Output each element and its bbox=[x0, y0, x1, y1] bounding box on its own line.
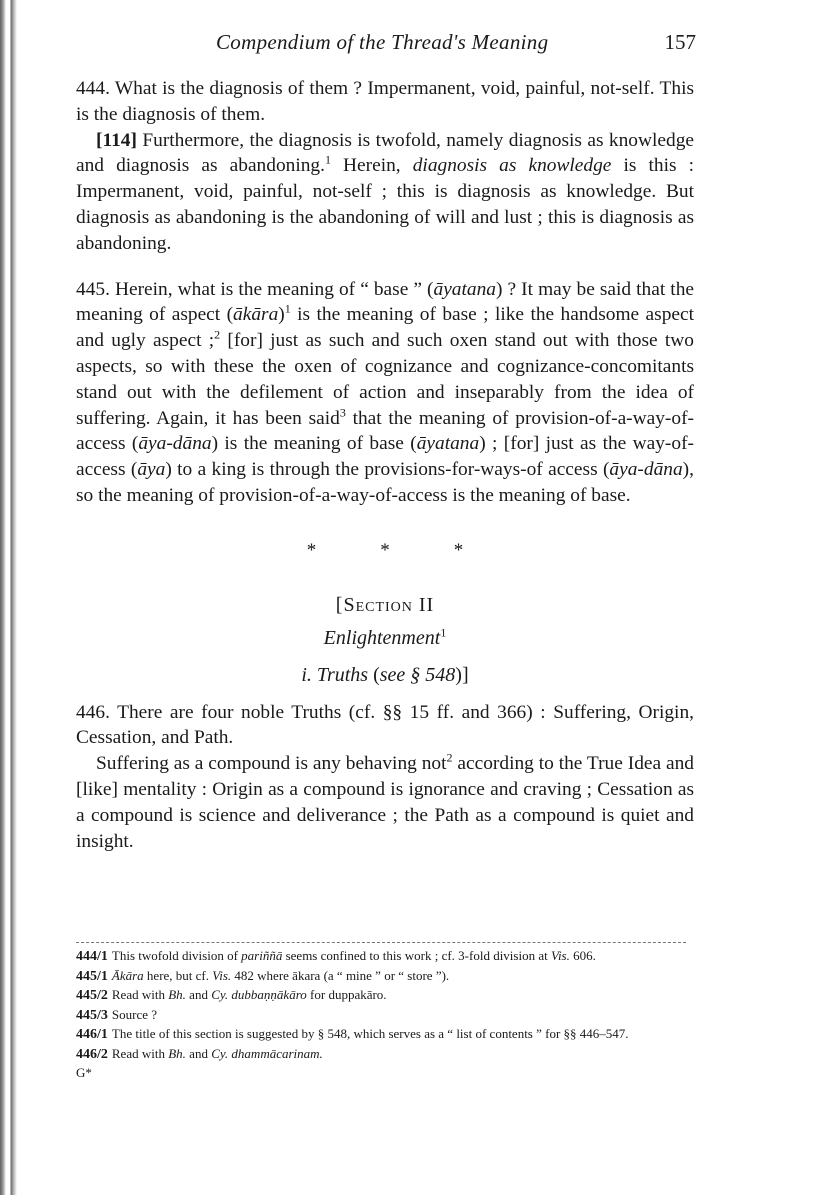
footnote: 445/3 Source ? bbox=[76, 1006, 158, 1023]
footnote-marker: 2 bbox=[446, 750, 453, 765]
page-number: 157 bbox=[664, 30, 696, 54]
book-spine-edge bbox=[0, 0, 30, 1195]
section-divider bbox=[76, 538, 694, 564]
paragraph-446-cont: Suffering as a compound is any behaving not$^2$ according to the True Idea and [like] mentality : Origin as a compound is ignorance and craving ; Cessation as a compound is science and deliverance ; the Path as a compound is quiet and insight. bbox=[76, 750, 694, 852]
running-head: Compendium of the Thread's Meaning bbox=[216, 30, 549, 54]
footnote: 446/2 Read with Bh. and Cy. dhammācarinam. bbox=[76, 1045, 323, 1062]
paragraph-114: [114] Furthermore, the diagnosis is twofold, namely diagnosis as knowledge and diagnosis as abandoning.$^1$ Herein, diagnosis as knowledge is this : Impermanent, void, painful, not-self ; this is diagnosis as knowledge. But diagnosis as abandoning is the abandoning of will and lust ; this is diagnosis as abandoning. bbox=[76, 129, 694, 254]
footnote: 445/1 Ākāra here, but cf. Vis. 482 where ākara (a “ mine ” or “ store ”). bbox=[76, 967, 450, 984]
paragraph-445: 445. Herein, what is the meaning of “ base ” (āyatana) ? It may be said that the meaning of aspect (ākāra)$^1$ is the meaning of base ; like the handsome aspect and ugly aspect ;$^2$ [for] just as such and such oxen stand out with those two aspects, so with these the oxen of cognizance and cognizance-concomitants stand out with the defilement of action and inseparably from the idea of suffering. Again, it has been said$^3$ that the meaning of provision-of-a-way-of-access (āya-dāna) is the meaning of base (āyatana) ; [for] just as the way-of-access (āya) to a king is through the provisions-for-ways-of access (āya-dāna), so the meaning of provision-of-a-way-of-access is the meaning of base. bbox=[76, 278, 695, 506]
section-title: [Section II bbox=[335, 593, 435, 616]
asterisk: * bbox=[453, 539, 464, 561]
footnotes bbox=[76, 948, 686, 1082]
asterisk: * bbox=[380, 539, 390, 561]
footnote-marker: 2 bbox=[214, 327, 221, 342]
page-body bbox=[76, 76, 694, 854]
marginal-number: [114] bbox=[96, 129, 137, 151]
page-header bbox=[76, 30, 696, 60]
footnote: 445/2 Read with Bh. and Cy. dubbaṇṇākāro for duppakāro. bbox=[76, 987, 387, 1003]
footnote-marker: 1 bbox=[440, 624, 447, 639]
footnote: 444/1 This twofold division of pariññā seems confined to this work ; cf. 3-fold division at Vis. 606. bbox=[76, 948, 596, 964]
footnote: 446/1 The title of this section is suggested by § 548, which serves as a “ list of contents ” for §§ 446–547. bbox=[76, 1026, 629, 1042]
signature-mark: G* bbox=[76, 1065, 92, 1080]
footnote-marker: 1 bbox=[284, 301, 291, 316]
asterisk: * bbox=[306, 539, 317, 561]
footnote-marker: 3 bbox=[339, 405, 346, 420]
section-subtitle: Enlightenment$^1$ bbox=[323, 624, 447, 649]
footnote-marker: 1 bbox=[324, 152, 331, 167]
section-subheading: i. Truths (see § 548)] bbox=[301, 663, 469, 686]
footnote-rule bbox=[76, 942, 686, 943]
paragraph-444: 444. What is the diagnosis of them ? Impermanent, void, painful, not-self. This is the diagnosis of them. bbox=[76, 78, 694, 125]
paragraph-446: 446. There are four noble Truths (cf. §§ 15 ff. and 366) : Suffering, Origin, Cessation, and Path. bbox=[76, 701, 694, 749]
